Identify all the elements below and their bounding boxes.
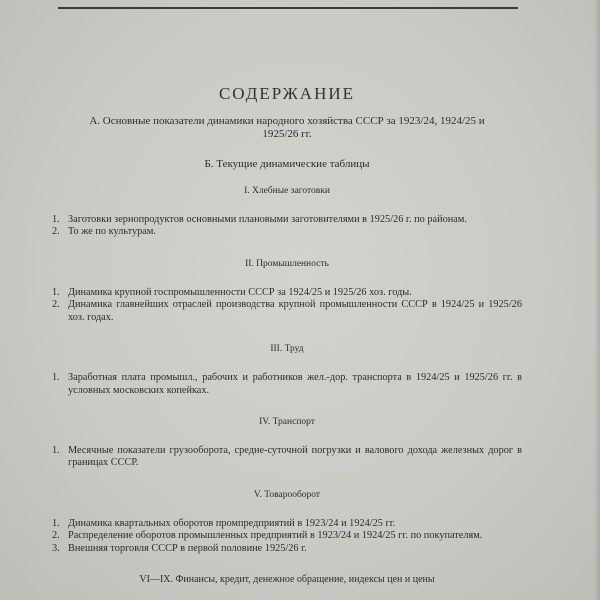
item-text: То же по культурам.	[68, 226, 156, 238]
item-number: 1.	[52, 213, 60, 225]
item-number: 2.	[52, 226, 60, 238]
page-edge-shadow	[594, 0, 600, 600]
section-heading: I. Хлебные заготовки	[244, 186, 330, 197]
item-text: Заготовки зернопродуктов основными плановыми заготовителями в 1925/26 г. по районам.	[68, 213, 467, 225]
section-ii	[52, 258, 522, 324]
section-heading: II. Промышленность	[245, 258, 329, 269]
item-text: Динамика квартальных оборотов промпредприятий в 1923/24 и 1924/25 гг.	[68, 517, 396, 529]
section-vi-ix-heading: VI—IX. Финансы, кредит, денежное обращение, индексы цен и цены	[139, 574, 435, 586]
item-list	[52, 518, 522, 556]
section-i	[52, 185, 522, 239]
item-text: Динамика крупной госпромышленности СССР за 1924/25 и 1925/26 хоз. годы.	[68, 286, 412, 298]
item-text: Заработная плата промышл., рабочих и работников жел.-дор. транспорта в 1924/25 и 1925/26 гг. в условных московских копейках.	[68, 371, 522, 396]
list-item	[52, 214, 522, 227]
item-number: 2.	[52, 530, 60, 542]
list-item	[52, 226, 522, 239]
contents-body	[52, 84, 522, 600]
list-item	[52, 543, 522, 556]
item-list	[52, 287, 522, 325]
item-list	[52, 372, 522, 397]
item-number: 2.	[52, 299, 60, 311]
page-title: СОДЕРЖАНИЕ	[218, 84, 356, 103]
list-item	[52, 287, 522, 300]
list-item	[52, 530, 522, 543]
section-iii	[52, 343, 522, 397]
section-heading: V. Товарооборот	[253, 489, 321, 500]
section-b-heading: Б. Текущие динамические таблицы	[204, 157, 370, 170]
top-rule	[58, 7, 518, 9]
section-iv	[52, 416, 522, 470]
item-text: Внешняя торговля СССР в первой половине 1925/26 г.	[68, 542, 307, 554]
item-list	[52, 214, 522, 239]
item-number: 1.	[52, 444, 60, 456]
list-item	[52, 372, 522, 397]
section-a-heading: А. Основные показатели динамики народного хозяйства СССР за 1923/24, 1924/25 и 1925/26 гг.	[89, 114, 485, 140]
section-heading: IV. Транспорт	[259, 417, 315, 428]
list-item	[52, 445, 522, 470]
item-number: 1.	[52, 286, 60, 298]
item-text: Распределение оборотов промышленных предприятий в 1923/24 и 1924/25 гг. по покупателям.	[68, 530, 483, 542]
item-number: 1.	[52, 517, 60, 529]
item-text: Динамика главнейших отраслей производства крупной промышленности СССР в 1924/25 и 1925/26 хоз. годах.	[68, 299, 522, 323]
section-v	[52, 489, 522, 555]
item-text: Месячные показатели грузооборота, средне-суточной погрузки и валового дохода железных дорог в границах СССР.	[68, 444, 522, 469]
item-number: 3.	[52, 542, 60, 554]
list-item	[52, 299, 522, 324]
item-number: 1.	[52, 371, 60, 383]
item-list	[52, 445, 522, 470]
list-item	[52, 518, 522, 531]
section-heading: III. Труд	[270, 344, 304, 355]
